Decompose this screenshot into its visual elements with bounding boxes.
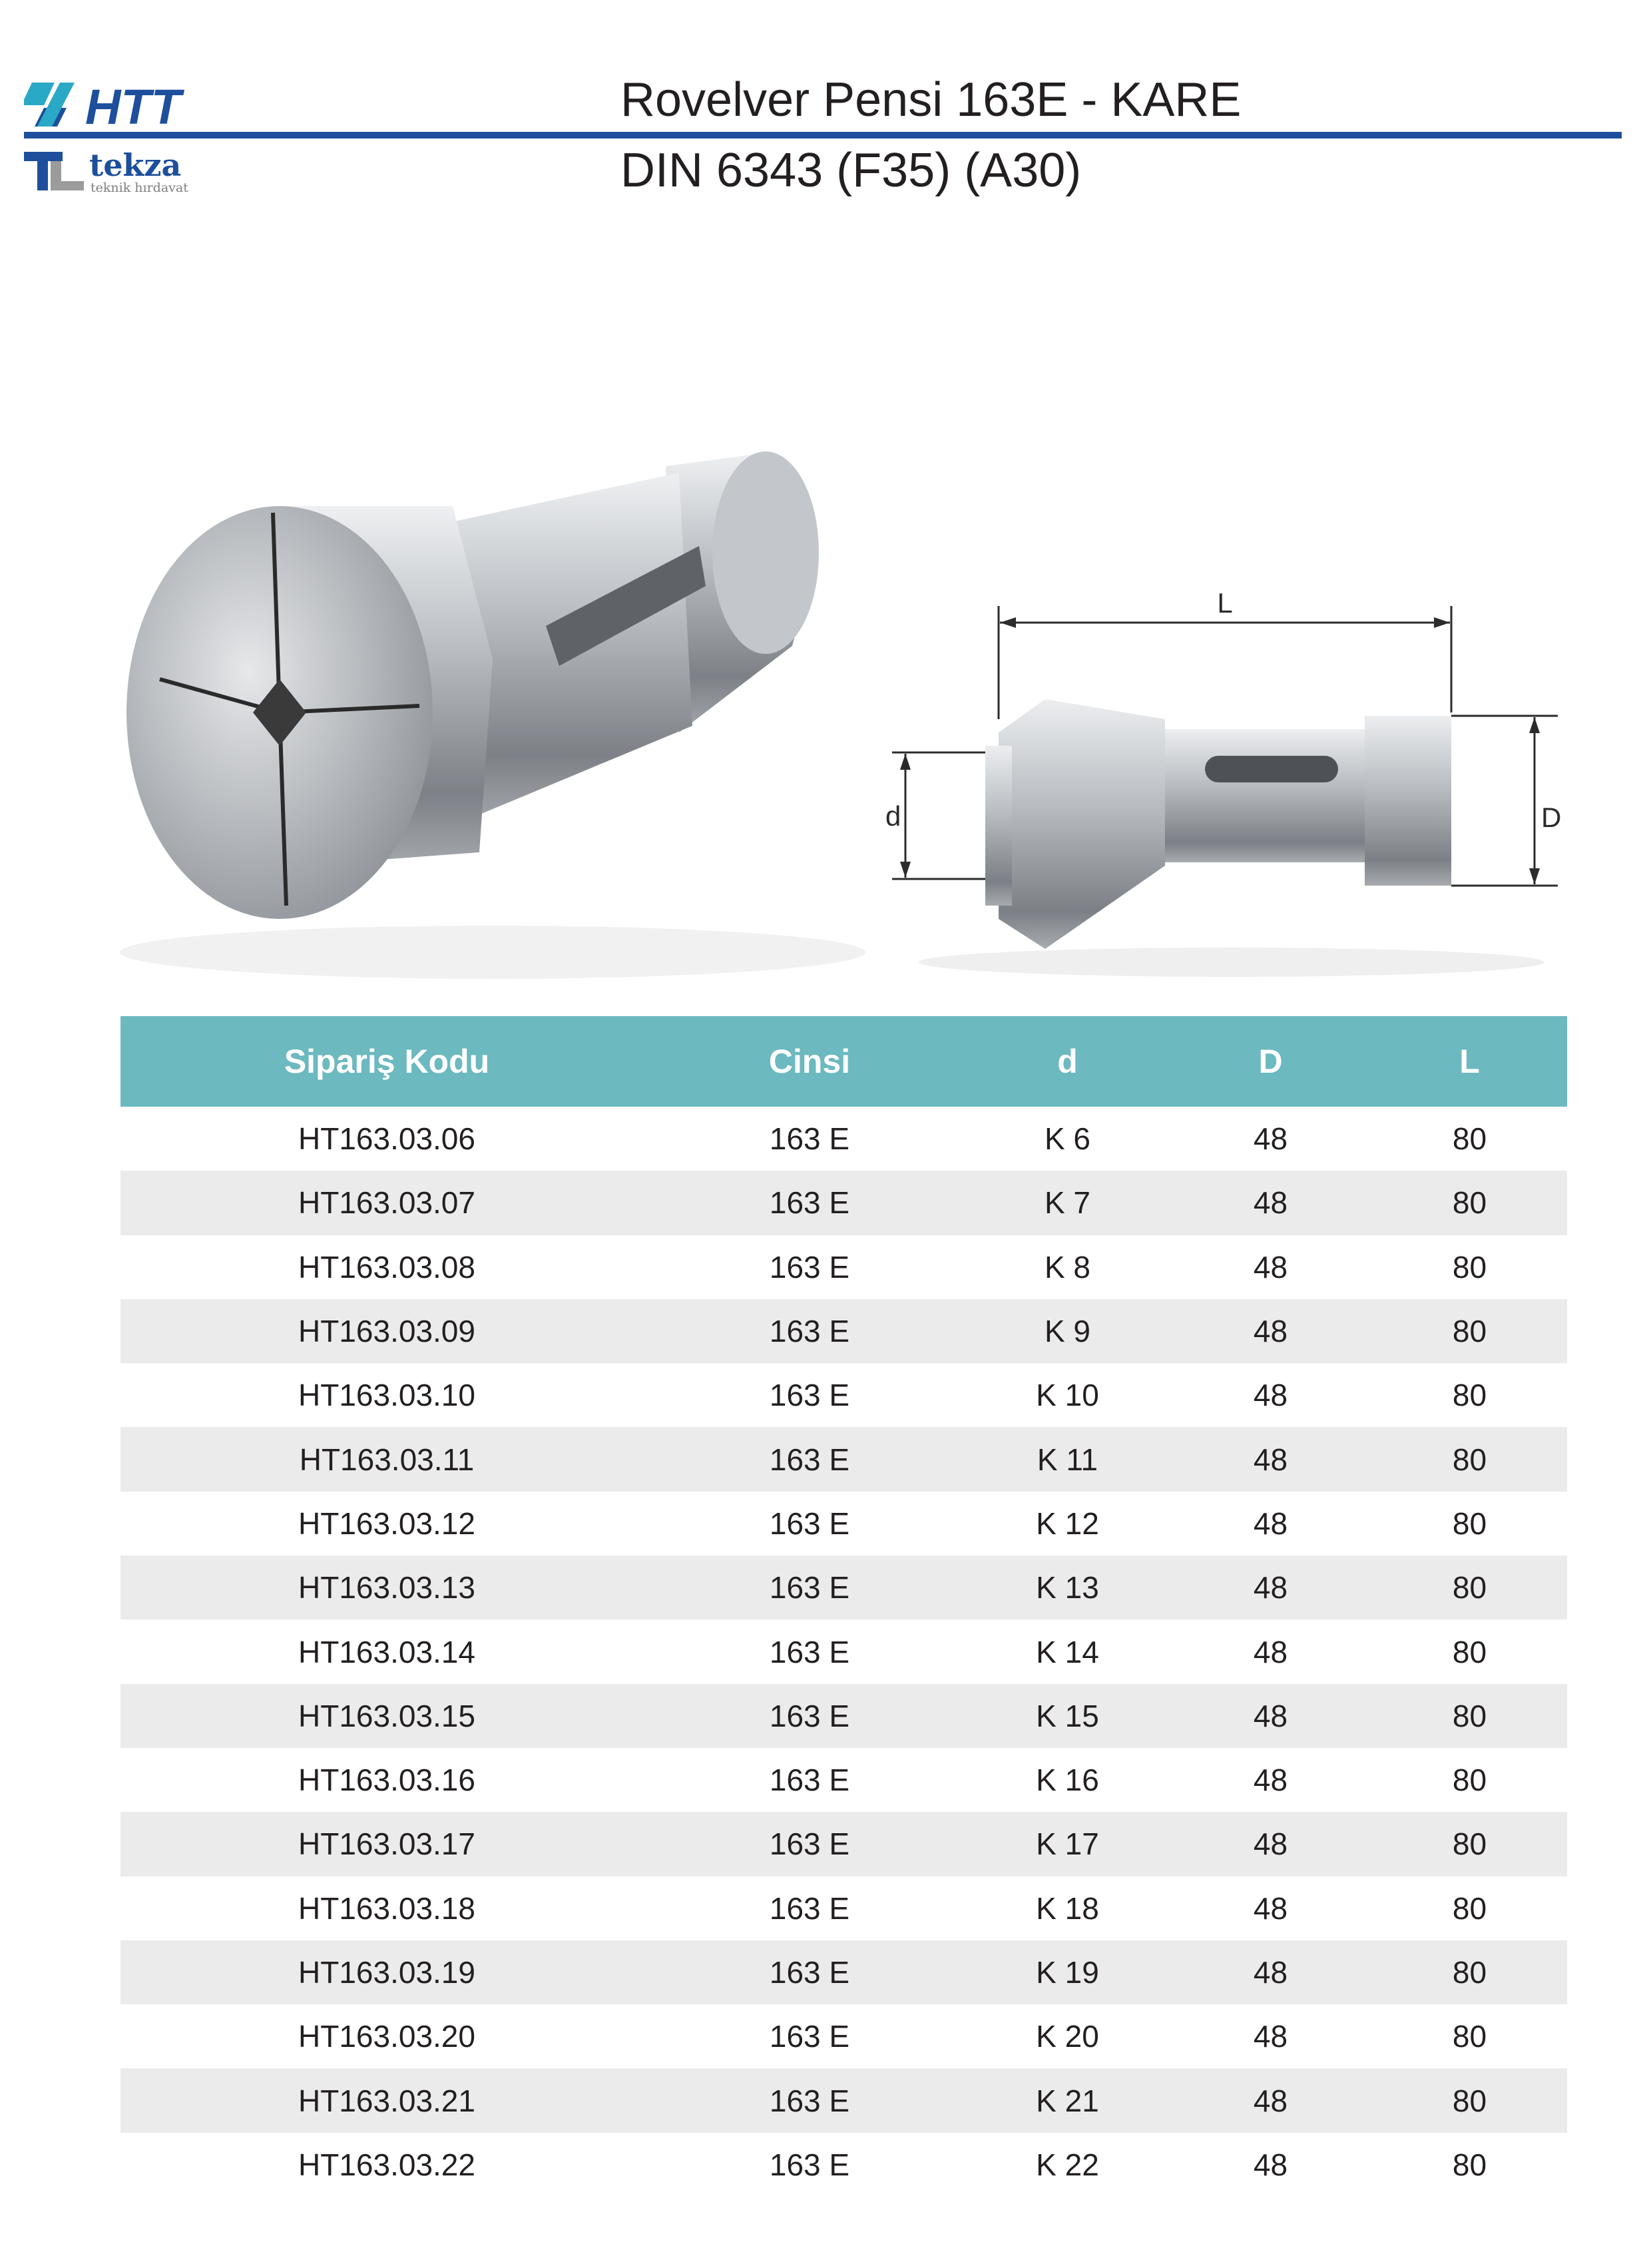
table-row [120, 1876, 1567, 1940]
cell-type: 163 E [769, 2019, 850, 2054]
cell-d: K 9 [966, 1299, 1169, 1363]
cell-L: 80 [1452, 2147, 1487, 2182]
table-row [120, 1748, 1567, 1812]
cell-d: K 17 [966, 1812, 1169, 1876]
cell-order-code: HT163.03.07 [120, 1171, 653, 1235]
cell-type: 163 E [653, 1940, 966, 2004]
cell-order-code: HT163.03.20 [298, 2019, 475, 2054]
header-D: D [1169, 1016, 1372, 1107]
cell-L: 80 [1372, 1427, 1567, 1491]
cell-type: 163 E [653, 1171, 966, 1235]
table-row [120, 1363, 1567, 1427]
cell-D: 48 [1253, 2019, 1288, 2054]
collet-photo [80, 426, 872, 992]
cell-type: 163 E [653, 1684, 966, 1748]
table-row [120, 1107, 1567, 1171]
cell-L: 80 [1372, 1299, 1567, 1363]
cell-d: K 11 [966, 1427, 1169, 1491]
cell-order-code: HT163.03.18 [298, 1890, 475, 1926]
cell-L: 80 [1372, 1171, 1567, 1235]
table-row [120, 1684, 1567, 1748]
table-row [120, 1619, 1567, 1683]
htt-logo [24, 79, 200, 129]
cell-d: K 14 [1036, 1634, 1099, 1669]
header-d: d [966, 1016, 1169, 1107]
cell-L: 80 [1452, 1121, 1487, 1157]
cell-L: 80 [1372, 1812, 1567, 1876]
table-row [120, 2068, 1567, 2132]
cell-D: 48 [1169, 1940, 1372, 2004]
cell-L: 80 [1372, 1940, 1567, 2004]
table-row [120, 1812, 1567, 1876]
cell-type: 163 E [653, 1812, 966, 1876]
cell-order-code: HT163.03.19 [120, 1940, 653, 2004]
cell-L: 80 [1372, 2068, 1567, 2132]
table-row [120, 1940, 1567, 2004]
cell-d: K 10 [1036, 1378, 1099, 1413]
label-D: D [1541, 802, 1562, 833]
dimension-drawing [879, 586, 1564, 986]
cell-d: K 22 [1036, 2147, 1099, 2182]
header-rule [24, 132, 1622, 139]
cell-order-code: HT163.03.16 [298, 1763, 475, 1798]
cell-order-code: HT163.03.06 [298, 1121, 475, 1157]
cell-d: K 12 [1036, 1506, 1099, 1541]
cell-D: 48 [1169, 1299, 1372, 1363]
tekza-logo [24, 148, 204, 196]
tekza-logo-text: tekza [89, 148, 182, 183]
cell-D: 48 [1169, 1684, 1372, 1748]
cell-order-code: HT163.03.21 [120, 2068, 653, 2132]
cell-order-code: HT163.03.17 [120, 1812, 653, 1876]
cell-order-code: HT163.03.13 [120, 1556, 653, 1619]
cell-d: K 13 [966, 1556, 1169, 1619]
cell-type: 163 E [653, 1299, 966, 1363]
cell-order-code: HT163.03.12 [298, 1506, 475, 1541]
cell-order-code: HT163.03.22 [298, 2147, 475, 2182]
cell-D: 48 [1169, 1427, 1372, 1491]
cell-D: 48 [1253, 1506, 1288, 1541]
cell-d: K 16 [1036, 1763, 1099, 1798]
cell-d: K 15 [966, 1684, 1169, 1748]
cell-order-code: HT163.03.15 [120, 1684, 653, 1748]
cell-L: 80 [1452, 1378, 1487, 1413]
table-row [120, 2133, 1567, 2197]
cell-order-code: HT163.03.14 [298, 1634, 475, 1669]
cell-d: K 7 [966, 1171, 1169, 1235]
cell-type: 163 E [769, 1763, 850, 1798]
cell-d: K 20 [1036, 2019, 1099, 2054]
header-type: Cinsi [653, 1016, 966, 1107]
page-subtitle: DIN 6343 (F35) (A30) [620, 144, 1082, 197]
cell-L: 80 [1452, 1890, 1487, 1926]
cell-D: 48 [1253, 1634, 1288, 1669]
cell-type: 163 E [769, 1634, 850, 1669]
cell-D: 48 [1253, 2147, 1288, 2182]
table-header-row [120, 1016, 1567, 1107]
cell-d: K 18 [1036, 1890, 1099, 1926]
cell-type: 163 E [653, 1427, 966, 1491]
header-L: L [1372, 1016, 1567, 1107]
cell-D: 48 [1253, 1763, 1288, 1798]
cell-type: 163 E [653, 2068, 966, 2132]
table-row [120, 1171, 1567, 1235]
cell-D: 48 [1169, 1812, 1372, 1876]
cell-D: 48 [1253, 1249, 1288, 1284]
cell-D: 48 [1169, 1556, 1372, 1619]
cell-L: 80 [1452, 1249, 1487, 1284]
cell-L: 80 [1372, 1684, 1567, 1748]
cell-order-code: HT163.03.09 [120, 1299, 653, 1363]
page-title: Rovelver Pensi 163E - KARE [620, 73, 1242, 127]
cell-d: K 19 [966, 1940, 1169, 2004]
cell-type: 163 E [769, 1506, 850, 1541]
cell-L: 80 [1452, 1763, 1487, 1798]
cell-d: K 8 [1044, 1249, 1091, 1284]
htt-logo-text: HTT [85, 79, 181, 129]
cell-type: 163 E [653, 1556, 966, 1619]
cell-D: 48 [1253, 1121, 1288, 1157]
cell-type: 163 E [769, 2147, 850, 2182]
product-table [120, 1016, 1567, 2197]
header-order-code: Sipariş Kodu [120, 1016, 653, 1107]
cell-order-code: HT163.03.11 [120, 1427, 653, 1491]
table-row [120, 1235, 1567, 1299]
table-row [120, 2004, 1567, 2068]
cell-L: 80 [1372, 1556, 1567, 1619]
cell-D: 48 [1253, 1378, 1288, 1413]
table-row [120, 1299, 1567, 1363]
cell-type: 163 E [769, 1378, 850, 1413]
table-row [120, 1492, 1567, 1556]
table-row [120, 1556, 1567, 1619]
cell-order-code: HT163.03.08 [298, 1249, 475, 1284]
label-d: d [885, 800, 901, 832]
cell-D: 48 [1253, 1890, 1288, 1926]
cell-type: 163 E [769, 1249, 850, 1284]
cell-d: K 21 [966, 2068, 1169, 2132]
cell-order-code: HT163.03.10 [298, 1378, 475, 1413]
cell-L: 80 [1452, 1634, 1487, 1669]
cell-d: K 6 [1044, 1121, 1091, 1157]
tekza-logo-tagline: teknik hırdavat [91, 180, 188, 195]
cell-type: 163 E [769, 1121, 850, 1157]
cell-D: 48 [1169, 1171, 1372, 1235]
cell-D: 48 [1169, 2068, 1372, 2132]
cell-type: 163 E [769, 1890, 850, 1926]
table-row [120, 1427, 1567, 1491]
cell-L: 80 [1452, 2019, 1487, 2054]
label-L: L [1217, 587, 1233, 619]
cell-L: 80 [1452, 1506, 1487, 1541]
